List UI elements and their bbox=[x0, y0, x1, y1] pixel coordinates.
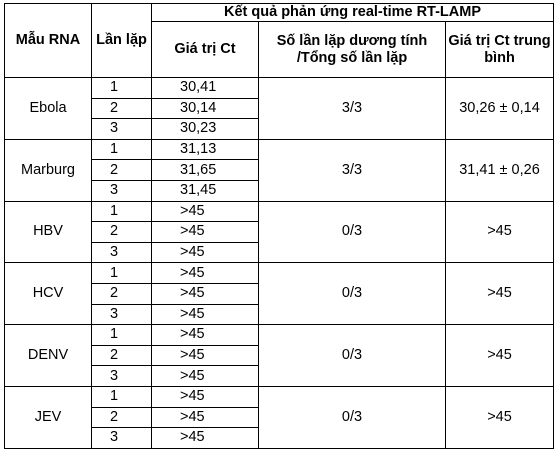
ct-value-cell: 30,14 bbox=[152, 98, 259, 119]
sample-name-cell: HCV bbox=[5, 263, 92, 325]
ct-value-cell: 31,65 bbox=[152, 160, 259, 181]
repeat-number-cell: 1 bbox=[92, 325, 152, 346]
repeat-number-cell: 3 bbox=[92, 304, 152, 325]
repeat-number-cell: 1 bbox=[92, 78, 152, 99]
table-row bbox=[5, 386, 554, 407]
ct-value-cell: 30,41 bbox=[152, 78, 259, 99]
sample-name-cell: DENV bbox=[5, 325, 92, 387]
results-table bbox=[4, 3, 554, 449]
ct-mean-cell: >45 bbox=[446, 325, 554, 387]
repeat-number-cell: 1 bbox=[92, 201, 152, 222]
header-repeat: Lần lặp bbox=[92, 4, 152, 78]
repeat-number-cell: 3 bbox=[92, 119, 152, 140]
sample-name-cell: HBV bbox=[5, 201, 92, 263]
repeat-number-cell: 1 bbox=[92, 139, 152, 160]
repeat-number-cell: 2 bbox=[92, 407, 152, 428]
positive-count-cell: 3/3 bbox=[259, 78, 446, 140]
ct-value-cell: >45 bbox=[152, 263, 259, 284]
header-group-title: Kết quả phản ứng real-time RT-LAMP bbox=[152, 4, 554, 22]
ct-value-cell: >45 bbox=[152, 386, 259, 407]
sample-name-cell: Marburg bbox=[5, 139, 92, 201]
ct-value-cell: >45 bbox=[152, 304, 259, 325]
ct-value-cell: >45 bbox=[152, 325, 259, 346]
repeat-number-cell: 1 bbox=[92, 386, 152, 407]
ct-value-cell: >45 bbox=[152, 345, 259, 366]
ct-value-cell: >45 bbox=[152, 201, 259, 222]
table-row bbox=[5, 325, 554, 346]
repeat-number-cell: 2 bbox=[92, 160, 152, 181]
ct-value-cell: >45 bbox=[152, 242, 259, 263]
table-row bbox=[5, 139, 554, 160]
sample-name-cell: JEV bbox=[5, 386, 92, 448]
table-body bbox=[5, 78, 554, 449]
header-positive-count: Số lần lặp dương tính /Tổng số lần lặp bbox=[259, 22, 446, 78]
ct-mean-cell: >45 bbox=[446, 386, 554, 448]
ct-value-cell: 30,23 bbox=[152, 119, 259, 140]
header-ct-mean: Giá trị Ct trung bình bbox=[446, 22, 554, 78]
ct-value-cell: >45 bbox=[152, 407, 259, 428]
sample-name-cell: Ebola bbox=[5, 78, 92, 140]
ct-mean-cell: >45 bbox=[446, 201, 554, 263]
header-sample: Mẫu RNA bbox=[5, 4, 92, 78]
header-ct-value: Giá trị Ct bbox=[152, 22, 259, 78]
positive-count-cell: 0/3 bbox=[259, 386, 446, 448]
repeat-number-cell: 1 bbox=[92, 263, 152, 284]
positive-count-cell: 0/3 bbox=[259, 263, 446, 325]
table-row bbox=[5, 263, 554, 284]
repeat-number-cell: 3 bbox=[92, 242, 152, 263]
repeat-number-cell: 3 bbox=[92, 428, 152, 449]
ct-value-cell: >45 bbox=[152, 428, 259, 449]
table-row bbox=[5, 201, 554, 222]
repeat-number-cell: 2 bbox=[92, 222, 152, 243]
repeat-number-cell: 3 bbox=[92, 180, 152, 201]
ct-mean-cell: 30,26 ± 0,14 bbox=[446, 78, 554, 140]
ct-value-cell: 31,45 bbox=[152, 180, 259, 201]
ct-mean-cell: >45 bbox=[446, 263, 554, 325]
table-row bbox=[5, 78, 554, 99]
ct-value-cell: >45 bbox=[152, 283, 259, 304]
ct-value-cell: 31,13 bbox=[152, 139, 259, 160]
repeat-number-cell: 3 bbox=[92, 366, 152, 387]
table-header bbox=[5, 4, 554, 78]
ct-value-cell: >45 bbox=[152, 222, 259, 243]
positive-count-cell: 3/3 bbox=[259, 139, 446, 201]
positive-count-cell: 0/3 bbox=[259, 201, 446, 263]
ct-value-cell: >45 bbox=[152, 366, 259, 387]
ct-mean-cell: 31,41 ± 0,26 bbox=[446, 139, 554, 201]
repeat-number-cell: 2 bbox=[92, 98, 152, 119]
repeat-number-cell: 2 bbox=[92, 283, 152, 304]
positive-count-cell: 0/3 bbox=[259, 325, 446, 387]
repeat-number-cell: 2 bbox=[92, 345, 152, 366]
